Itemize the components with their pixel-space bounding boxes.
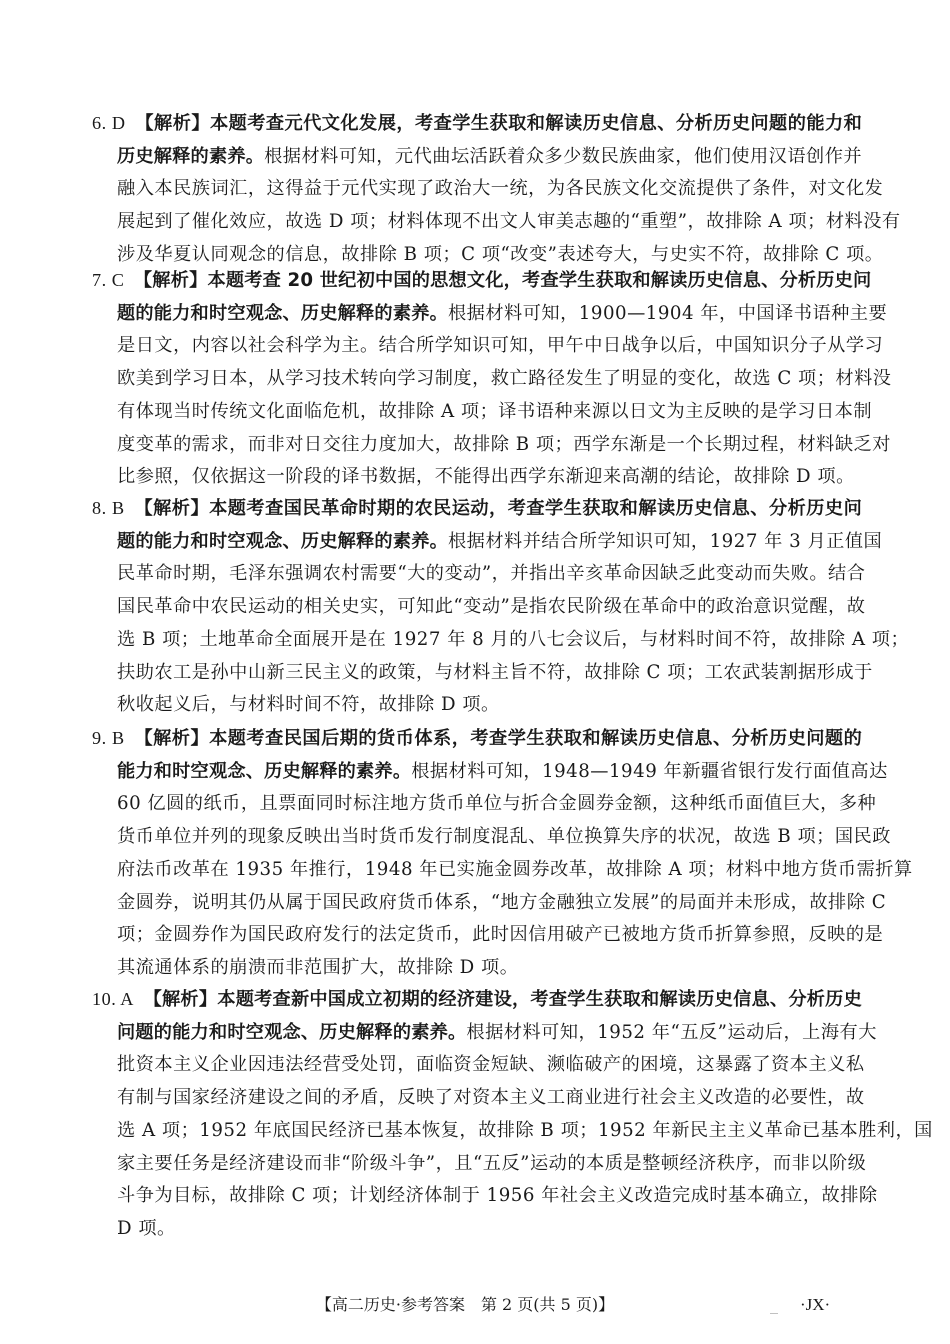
analysis-text: 选 A 项；1952 年底国民经济已基本恢复，故排除 B 项；1952 年新民主主义革命已基本胜利，国 xyxy=(117,1119,933,1141)
analysis-text: 金圆券，说明其仍从属于国民政府货币体系，“地方金融独立发展”的局面并未形成，故排除 C xyxy=(117,891,887,913)
answer-line xyxy=(117,788,877,819)
analysis-text: 涉及华夏认同观念的信息，故排除 B 项；C 项“改变”表述夸大，与史实不符，故排除 C 项。 xyxy=(117,243,884,265)
answer-line xyxy=(117,1148,867,1179)
answer-line xyxy=(117,206,901,237)
analysis-text: 根据材料可知，元代曲坛活跃着众多少数民族曲家，他们使用汉语创作并 xyxy=(264,145,863,167)
answer-line xyxy=(117,854,913,885)
answer-line xyxy=(117,657,873,688)
answer-line xyxy=(117,821,891,852)
analysis-heading: 题的能力和时空观念、历史解释的素养。 xyxy=(117,530,448,552)
analysis-text: 民革命时期，毛泽东强调农村需要“大的变动”，并指出辛亥革命因缺乏此变动而失败。结合 xyxy=(117,563,866,585)
analysis-text: 融入本民族词汇，这得益于元代实现了政治大一统，为各民族文化交流提供了条件，对文化发 xyxy=(117,178,884,200)
analysis-text: 展起到了催化效应，故选 D 项；材料体现不出文人审美志趣的“重塑”，故排除 A 项；材料没有 xyxy=(117,211,901,233)
answer-line xyxy=(117,141,862,172)
analysis-text: 其流通体系的崩溃而非范围扩大，故排除 D 项。 xyxy=(117,956,519,978)
question-number: 6. D xyxy=(92,113,126,133)
analysis-text: D 项。 xyxy=(117,1217,176,1239)
analysis-text: 根据材料并结合所学知识可知，1927 年 3 月正值国 xyxy=(447,530,883,552)
answer-line xyxy=(117,591,866,622)
analysis-heading: 【解析】本题考查 20 世纪初中国的思想文化，考查学生获取和解读历史信息、分析历史问 xyxy=(133,270,872,291)
analysis-text: 选 B 项；土地革命全面展开是在 1927 年 8 月的八七会议后，与材料时间不符，故排除 A 项； xyxy=(117,628,910,650)
analysis-heading: 问题的能力和时空观念、历史解释的素养。 xyxy=(117,1021,467,1043)
analysis-text: 有制与国家经济建设之间的矛盾，反映了对资本主义工商业进行社会主义改造的必要性，故 xyxy=(117,1087,865,1109)
footer-dash: _ xyxy=(770,1295,778,1314)
analysis-heading: 【解析】本题考查元代文化发展，考查学生获取和解读历史信息、分析历史问题的能力和 xyxy=(135,113,862,134)
analysis-text: 是日文，内容以社会科学为主。结合所学知识可知，甲午中日战争以后，中国知识分子从学习 xyxy=(117,335,884,357)
question-number: 7. C xyxy=(92,270,125,290)
answer-line xyxy=(117,173,884,204)
analysis-heading: 【解析】本题考查新中国成立初期的经济建设，考查学生获取和解读历史信息、分析历史 xyxy=(143,989,862,1010)
analysis-text: 秋收起义后，与材料时间不符，故排除 D 项。 xyxy=(117,694,500,716)
analysis-text: 欧美到学习日本，从学习技术转向学习制度，救亡路径发生了明显的变化，故选 C 项；材料没 xyxy=(117,368,892,390)
answer-line xyxy=(117,298,888,329)
answer-line xyxy=(117,363,892,394)
footer-page-info: 【高二历史·参考答案 第 2 页(共 5 页)】 xyxy=(315,1295,615,1314)
answer-line xyxy=(92,493,862,524)
answer-line xyxy=(117,919,884,950)
answer-line xyxy=(92,108,862,139)
analysis-text: 根据材料可知，1948—1949 年新疆省银行发行面值高达 xyxy=(411,760,888,782)
answer-line xyxy=(117,1049,865,1080)
answer-line xyxy=(117,526,883,557)
answer-line xyxy=(117,1213,862,1244)
analysis-text: 度变革的需求，而非对日交往力度加大，故排除 B 项；西学东渐是一个长期过程，材料缺乏对 xyxy=(117,433,891,455)
answer-line xyxy=(117,1180,878,1211)
page-footer xyxy=(0,1290,950,1320)
analysis-text: 扶助农工是孙中山新三民主义的政策，与材料主旨不符，故排除 C 项；工农武装割据形成于 xyxy=(117,661,873,683)
analysis-text: 货币单位并列的现象反映出当时货币发行制度混乱、单位换算失序的状况，故选 B 项；国民政 xyxy=(117,826,891,848)
analysis-heading: 题的能力和时空观念、历史解释的素养。 xyxy=(117,302,448,324)
analysis-text: 家主要任务是经济建设而非“阶级斗争”，且“五反”运动的本质是整顿经济秩序，而非以阶级 xyxy=(117,1152,867,1174)
analysis-text: 根据材料可知，1952 年“五反”运动后，上海有大 xyxy=(466,1021,877,1043)
analysis-text: 60 亿圆的纸币，且票面同时标注地方货币单位与折合金圆券金额，这种纸币面值巨大，多种 xyxy=(117,793,877,815)
analysis-text: 项；金圆券作为国民政府发行的法定货币，此时因信用破产已被地方货币折算参照，反映的是 xyxy=(117,924,884,946)
answer-line xyxy=(117,1082,865,1113)
analysis-heading: 能力和时空观念、历史解释的素养。 xyxy=(117,760,412,782)
analysis-heading: 【解析】本题考查国民革命时期的农民运动，考查学生获取和解读历史信息、分析历史问 xyxy=(134,498,862,519)
footer-region-code: ·JX· xyxy=(800,1295,831,1314)
analysis-text: 国民革命中农民运动的相关史实，可知此“变动”是指农民阶级在革命中的政治意识觉醒，故 xyxy=(117,596,866,618)
analysis-text: 比参照，仅依据这一阶段的译书数据，不能得出西学东渐迎来高潮的结论，故排除 D 项。 xyxy=(117,466,855,488)
analysis-text: 根据材料可知，1900—1904 年，中国译书语种主要 xyxy=(447,302,888,324)
answer-line xyxy=(117,689,862,720)
answer-line xyxy=(117,1017,877,1048)
answer-line xyxy=(117,887,887,918)
analysis-text: 批资本主义企业因违法经营受处罚，面临资金短缺、濒临破产的困境，这暴露了资本主义私 xyxy=(117,1054,865,1076)
answer-line xyxy=(117,461,862,492)
analysis-text: 斗争为目标，故排除 C 项；计划经济体制于 1956 年社会主义改造完成时基本确立，故排除 xyxy=(117,1185,878,1207)
analysis-text: 府法币改革在 1935 年推行，1948 年已实施金圆券改革，故排除 A 项；材料中地方货币需折算 xyxy=(117,858,913,880)
answer-line xyxy=(92,984,862,1015)
answer-line xyxy=(117,558,866,589)
answer-line xyxy=(117,1115,933,1146)
answer-line xyxy=(117,330,884,361)
answer-line xyxy=(117,624,910,655)
question-number: 9. B xyxy=(92,728,125,748)
answer-line xyxy=(92,265,872,296)
answer-line xyxy=(117,429,891,460)
analysis-heading: 历史解释的素养。 xyxy=(117,145,265,167)
analysis-text: 有体现当时传统文化面临危机，故排除 A 项；译书语种来源以日文为主反映的是学习日本制 xyxy=(117,400,873,422)
answer-line xyxy=(92,723,862,754)
answer-line xyxy=(117,952,862,983)
answer-line xyxy=(117,396,873,427)
answer-line xyxy=(117,756,888,787)
analysis-heading: 【解析】本题考查民国后期的货币体系，考查学生获取和解读历史信息、分析历史问题的 xyxy=(134,728,862,749)
question-number: 8. B xyxy=(92,498,125,518)
question-number: 10. A xyxy=(92,989,134,1009)
